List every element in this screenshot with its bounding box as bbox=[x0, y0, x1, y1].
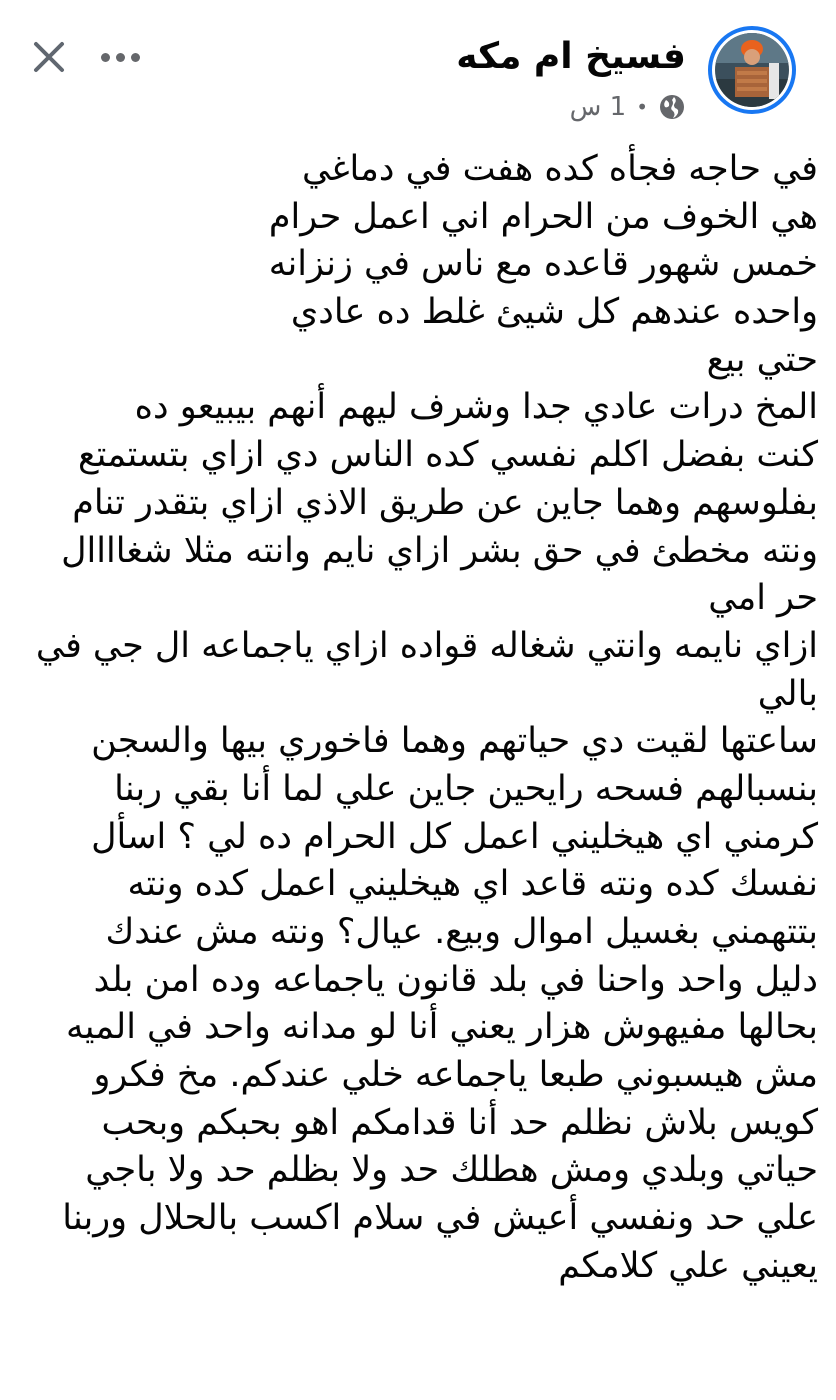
post-text-line: خمس شهور قاعده مع ناس في زنزانه bbox=[268, 244, 818, 285]
dot bbox=[101, 53, 110, 62]
meta-separator: • bbox=[636, 95, 648, 119]
post-text-line: يعيني علي كلامكم bbox=[558, 1245, 818, 1286]
post-text-line: هي الخوف من الحرام اني اعمل حرام bbox=[268, 196, 818, 237]
post-text-line: علي حد ونفسي أعيش في سلام اكسب بالحلال وربنا bbox=[62, 1198, 818, 1239]
post-text-line: حتي بيع bbox=[706, 339, 818, 380]
post-text-line: بفلوسهم وهما جاين عن طريق الاذي ازاي بتقدر تنام bbox=[72, 482, 818, 523]
avatar-image bbox=[715, 33, 789, 107]
close-button[interactable] bbox=[26, 34, 72, 80]
post-text-line: نفسك كده ونته قاعد اي هيخليني اعمل كده ونته bbox=[127, 864, 818, 905]
author-name[interactable]: فسيخ ام مكه bbox=[456, 36, 686, 77]
post-meta bbox=[570, 90, 686, 124]
post-text-line: دليل واحد واحنا في بلد قانون ياجماعه وده امن بلد bbox=[93, 959, 818, 1000]
post-text-line: كنت بفضل اكلم نفسي كده الناس دي ازاي بتستمتع bbox=[78, 435, 818, 476]
post-text-line: بالي bbox=[757, 673, 818, 714]
post-text-line: واحده عندهم كل شيئ غلط ده عادي bbox=[290, 292, 818, 333]
post-text bbox=[18, 146, 818, 1291]
globe-icon bbox=[658, 93, 686, 121]
post-text-line: ساعتها لقيت دي حياتهم وهما فاخوري بيها والسجن bbox=[91, 721, 818, 762]
post-text-line: في حاجه فجأه كده هفت في دماغي bbox=[302, 149, 818, 189]
author-avatar[interactable] bbox=[708, 26, 796, 114]
post-text-line: بنسبالهم فسحه رايحين جاين علي لما أنا بقي ربنا bbox=[114, 768, 818, 809]
post-header bbox=[0, 0, 836, 140]
post-text-line: المخ درات عادي جدا وشرف ليهم أنهم بيبيعو ده bbox=[134, 387, 818, 428]
post-text-line: حر امي bbox=[708, 578, 818, 619]
dot bbox=[116, 53, 125, 62]
post-text-line: ونته مخطئ في حق بشر ازاي نايم وانته مثلا شغاااال bbox=[61, 530, 818, 571]
dot bbox=[131, 53, 140, 62]
post-text-line: ازاي نايمه وانتي شغاله قواده ازاي ياجماعه ال جي في bbox=[35, 625, 818, 666]
post-text-line: مش هيسبوني طبعا ياجماعه خلي عندكم. مخ فكرو bbox=[93, 1055, 818, 1096]
post-text-line: بتتهمني بغسيل اموال وبيع. عيال؟ ونته مش عندك bbox=[105, 912, 818, 952]
more-options-button[interactable] bbox=[92, 34, 148, 80]
post-text-line: كويس بلاش نظلم حد أنا قدامكم اهو بحبكم وبحب bbox=[101, 1102, 818, 1143]
close-icon bbox=[32, 40, 66, 74]
post-text-line: حياتي وبلدي ومش هطلك حد ولا بظلم حد ولا باجي bbox=[85, 1150, 818, 1191]
timestamp[interactable]: 1 س bbox=[569, 92, 627, 122]
post-text-line: بحالها مفيهوش هزار يعني أنا لو مدانه واحد في الميه bbox=[65, 1007, 818, 1048]
post-text-line: كرمني اي هيخليني اعمل كل الحرام ده لي ؟ اسأل bbox=[91, 816, 818, 857]
